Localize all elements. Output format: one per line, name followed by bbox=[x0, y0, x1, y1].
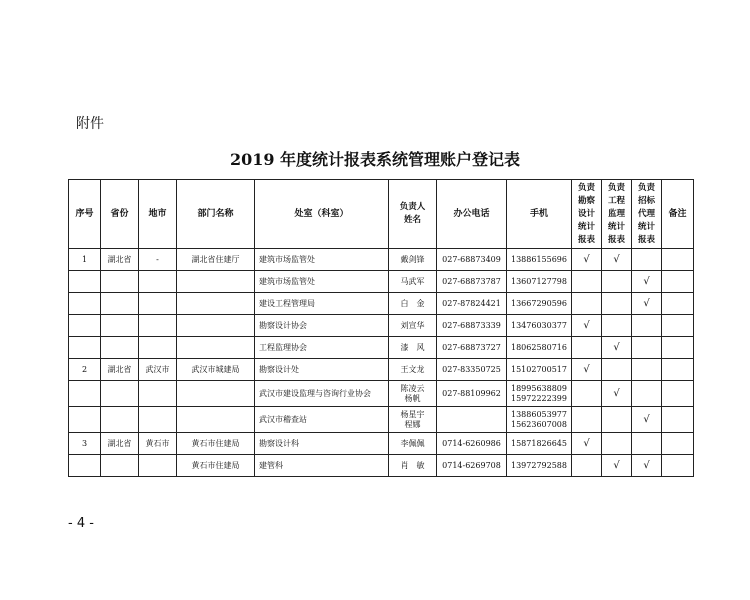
header-province: 省份 bbox=[101, 180, 139, 249]
cell-province bbox=[101, 293, 139, 315]
cell-dept bbox=[177, 293, 255, 315]
cell-province: 湖北省 bbox=[101, 433, 139, 455]
cell-city: 武汉市 bbox=[139, 359, 177, 381]
cell-province bbox=[101, 337, 139, 359]
cell-person-line: 刘宣华 bbox=[400, 320, 425, 330]
cell-person-line: 王文龙 bbox=[400, 364, 425, 374]
header-office: 处室（科室） bbox=[255, 180, 389, 249]
cell-person-line: 杨帆 bbox=[404, 393, 421, 403]
cell-no: 2 bbox=[69, 359, 101, 381]
cell-no bbox=[69, 337, 101, 359]
cell-remark bbox=[662, 359, 694, 381]
cell-office-phone: 0714-6269708 bbox=[437, 455, 507, 477]
cell-supervision-check bbox=[602, 293, 632, 315]
cell-city bbox=[139, 293, 177, 315]
cell-remark bbox=[662, 315, 694, 337]
cell-mobile-line: 13972792588 bbox=[511, 460, 567, 470]
cell-survey-check bbox=[572, 337, 602, 359]
cell-city bbox=[139, 381, 177, 407]
cell-person bbox=[389, 337, 437, 359]
cell-mobile-line: 15623607008 bbox=[511, 419, 567, 429]
cell-remark bbox=[662, 381, 694, 407]
cell-office-phone: 027-88109962 bbox=[437, 381, 507, 407]
cell-remark bbox=[662, 271, 694, 293]
cell-bidding-check bbox=[632, 315, 662, 337]
cell-person-line: 杨星宇 bbox=[400, 409, 425, 419]
cell-person-line: 李佩佩 bbox=[400, 438, 425, 448]
cell-supervision-check bbox=[602, 271, 632, 293]
cell-person-line: 漆 风 bbox=[400, 342, 425, 352]
cell-mobile bbox=[507, 315, 572, 337]
cell-mobile bbox=[507, 455, 572, 477]
cell-mobile bbox=[507, 293, 572, 315]
cell-mobile bbox=[507, 359, 572, 381]
cell-dept bbox=[177, 337, 255, 359]
cell-city: - bbox=[139, 249, 177, 271]
cell-supervision-check: √ bbox=[602, 337, 632, 359]
cell-bidding-check bbox=[632, 249, 662, 271]
cell-city bbox=[139, 407, 177, 433]
cell-dept: 黄石市住建局 bbox=[177, 455, 255, 477]
cell-office-phone: 0714-6260986 bbox=[437, 433, 507, 455]
cell-dept: 武汉市城建局 bbox=[177, 359, 255, 381]
cell-no bbox=[69, 271, 101, 293]
cell-mobile-line: 15871826645 bbox=[511, 438, 567, 448]
cell-person bbox=[389, 359, 437, 381]
cell-supervision-check bbox=[602, 315, 632, 337]
cell-province: 湖北省 bbox=[101, 359, 139, 381]
cell-mobile-line: 13667290596 bbox=[511, 298, 567, 308]
cell-city bbox=[139, 337, 177, 359]
cell-person-line: 马武军 bbox=[400, 276, 425, 286]
cell-city bbox=[139, 455, 177, 477]
cell-office-phone: 027-68873339 bbox=[437, 315, 507, 337]
cell-office: 建设工程管理局 bbox=[255, 293, 389, 315]
cell-survey-check bbox=[572, 293, 602, 315]
header-mobile: 手机 bbox=[507, 180, 572, 249]
table-row bbox=[69, 293, 694, 315]
header-person: 负责人 姓名 bbox=[389, 180, 437, 249]
cell-no bbox=[69, 293, 101, 315]
table-row bbox=[69, 455, 694, 477]
cell-supervision-check: √ bbox=[602, 455, 632, 477]
cell-no bbox=[69, 455, 101, 477]
annex-label: 附件 bbox=[76, 116, 104, 132]
cell-office: 建管科 bbox=[255, 455, 389, 477]
cell-supervision-check: √ bbox=[602, 249, 632, 271]
cell-office: 勘察设计科 bbox=[255, 433, 389, 455]
cell-remark bbox=[662, 433, 694, 455]
cell-bidding-check: √ bbox=[632, 293, 662, 315]
cell-no bbox=[69, 381, 101, 407]
header-city: 地市 bbox=[139, 180, 177, 249]
cell-mobile bbox=[507, 407, 572, 433]
cell-dept: 湖北省住建厅 bbox=[177, 249, 255, 271]
cell-dept bbox=[177, 271, 255, 293]
cell-mobile-line: 13886053977 bbox=[511, 409, 567, 419]
cell-remark bbox=[662, 249, 694, 271]
cell-survey-check: √ bbox=[572, 249, 602, 271]
header-survey: 负责 勘察 设计 统计 报表 bbox=[572, 180, 602, 249]
cell-province bbox=[101, 381, 139, 407]
table-header-row bbox=[69, 180, 694, 249]
cell-office-phone: 027-68873787 bbox=[437, 271, 507, 293]
cell-office: 武汉市稽查站 bbox=[255, 407, 389, 433]
cell-mobile bbox=[507, 337, 572, 359]
cell-remark bbox=[662, 455, 694, 477]
cell-person-line: 白 金 bbox=[400, 298, 425, 308]
cell-person bbox=[389, 315, 437, 337]
cell-survey-check: √ bbox=[572, 315, 602, 337]
cell-person bbox=[389, 407, 437, 433]
cell-survey-check bbox=[572, 381, 602, 407]
cell-mobile bbox=[507, 249, 572, 271]
cell-office-phone: 027-83350725 bbox=[437, 359, 507, 381]
header-office-phone: 办公电话 bbox=[437, 180, 507, 249]
table-row bbox=[69, 337, 694, 359]
cell-person-line: 肖 敏 bbox=[400, 460, 425, 470]
cell-survey-check bbox=[572, 271, 602, 293]
cell-bidding-check: √ bbox=[632, 407, 662, 433]
table-row bbox=[69, 315, 694, 337]
cell-person-line: 戴剑锋 bbox=[400, 254, 425, 264]
cell-supervision-check: √ bbox=[602, 381, 632, 407]
cell-city bbox=[139, 271, 177, 293]
cell-supervision-check bbox=[602, 359, 632, 381]
cell-person bbox=[389, 293, 437, 315]
cell-mobile-line: 13607127798 bbox=[511, 276, 567, 286]
header-dept: 部门名称 bbox=[177, 180, 255, 249]
table-row bbox=[69, 381, 694, 407]
cell-office: 工程监理协会 bbox=[255, 337, 389, 359]
cell-province bbox=[101, 407, 139, 433]
table-row bbox=[69, 407, 694, 433]
cell-person bbox=[389, 381, 437, 407]
cell-dept bbox=[177, 407, 255, 433]
cell-remark bbox=[662, 407, 694, 433]
cell-office: 建筑市场监管处 bbox=[255, 271, 389, 293]
cell-dept: 黄石市住建局 bbox=[177, 433, 255, 455]
cell-remark bbox=[662, 293, 694, 315]
cell-province bbox=[101, 271, 139, 293]
cell-office-phone: 027-87824421 bbox=[437, 293, 507, 315]
header-supervision: 负责 工程 监理 统计 报表 bbox=[602, 180, 632, 249]
header-remark: 备注 bbox=[662, 180, 694, 249]
cell-province bbox=[101, 315, 139, 337]
cell-mobile-line: 18995638809 bbox=[511, 383, 567, 393]
page-number: - 4 - bbox=[68, 516, 94, 531]
table-body bbox=[69, 249, 694, 477]
cell-no bbox=[69, 315, 101, 337]
cell-person-line: 陈凌云 bbox=[400, 383, 425, 393]
cell-office-phone: 027-68873409 bbox=[437, 249, 507, 271]
cell-survey-check bbox=[572, 455, 602, 477]
table-row bbox=[69, 271, 694, 293]
cell-survey-check bbox=[572, 407, 602, 433]
cell-survey-check: √ bbox=[572, 359, 602, 381]
cell-supervision-check bbox=[602, 407, 632, 433]
document-title: 2019 年度统计报表系统管理账户登记表 bbox=[229, 150, 521, 169]
cell-person bbox=[389, 455, 437, 477]
table-row bbox=[69, 359, 694, 381]
cell-mobile-line: 13476030377 bbox=[511, 320, 567, 330]
cell-mobile-line: 15102700517 bbox=[511, 364, 567, 374]
cell-province bbox=[101, 455, 139, 477]
cell-office: 勘察设计处 bbox=[255, 359, 389, 381]
header-no: 序号 bbox=[69, 180, 101, 249]
cell-mobile bbox=[507, 271, 572, 293]
cell-supervision-check bbox=[602, 433, 632, 455]
cell-mobile bbox=[507, 381, 572, 407]
cell-no: 3 bbox=[69, 433, 101, 455]
cell-survey-check: √ bbox=[572, 433, 602, 455]
cell-province: 湖北省 bbox=[101, 249, 139, 271]
header-bidding: 负责 招标 代理 统计 报表 bbox=[632, 180, 662, 249]
cell-dept bbox=[177, 315, 255, 337]
cell-city: 黄石市 bbox=[139, 433, 177, 455]
cell-office-phone bbox=[437, 407, 507, 433]
cell-no: 1 bbox=[69, 249, 101, 271]
cell-dept bbox=[177, 381, 255, 407]
cell-mobile bbox=[507, 433, 572, 455]
cell-mobile-line: 18062580716 bbox=[511, 342, 567, 352]
cell-city bbox=[139, 315, 177, 337]
cell-person bbox=[389, 271, 437, 293]
cell-bidding-check: √ bbox=[632, 271, 662, 293]
cell-remark bbox=[662, 337, 694, 359]
registration-table bbox=[68, 179, 694, 477]
cell-bidding-check bbox=[632, 337, 662, 359]
cell-no bbox=[69, 407, 101, 433]
table-row bbox=[69, 433, 694, 455]
cell-office: 武汉市建设监理与咨询行业协会 bbox=[255, 381, 389, 407]
table-row bbox=[69, 249, 694, 271]
cell-person bbox=[389, 249, 437, 271]
cell-mobile-line: 15972222399 bbox=[511, 393, 567, 403]
cell-office-phone: 027-68873727 bbox=[437, 337, 507, 359]
cell-person-line: 程娜 bbox=[404, 419, 421, 429]
cell-mobile-line: 13886155696 bbox=[511, 254, 567, 264]
cell-office: 建筑市场监管处 bbox=[255, 249, 389, 271]
cell-bidding-check: √ bbox=[632, 455, 662, 477]
cell-bidding-check bbox=[632, 381, 662, 407]
cell-person bbox=[389, 433, 437, 455]
cell-bidding-check bbox=[632, 359, 662, 381]
cell-office: 勘察设计协会 bbox=[255, 315, 389, 337]
cell-bidding-check bbox=[632, 433, 662, 455]
